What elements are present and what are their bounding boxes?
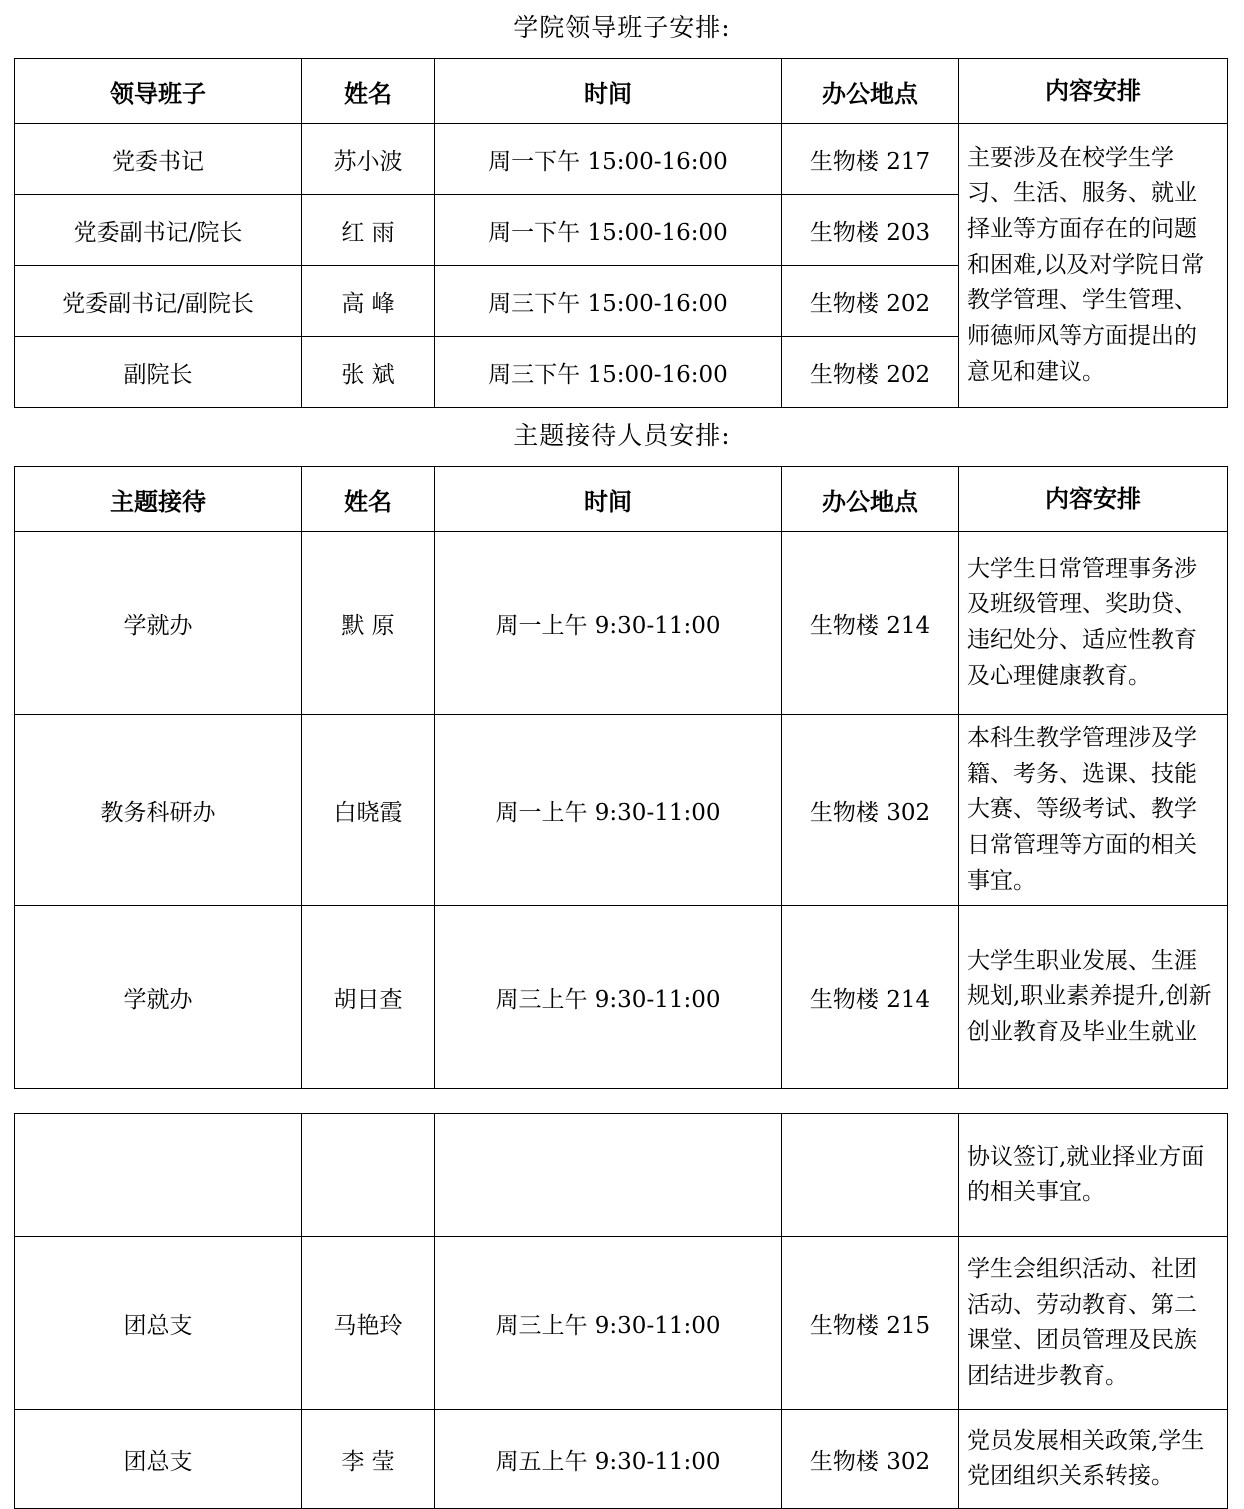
cell-office: 团总支: [15, 1237, 302, 1410]
cell-place: 生物楼 302: [782, 1410, 959, 1509]
cell-office: [15, 1114, 302, 1237]
cell-content: 本科生教学管理涉及学籍、考务、选课、技能大赛、等级考试、教学日常管理等方面的相关事宜。: [959, 715, 1228, 906]
table-row: [15, 1114, 1228, 1237]
header-reception-name: 姓名: [302, 467, 435, 532]
cell-place: 生物楼 214: [782, 906, 959, 1089]
cell-place: 生物楼 202: [782, 337, 959, 408]
cell-role: 党委副书记/院长: [15, 195, 302, 266]
cell-place: 生物楼 202: [782, 266, 959, 337]
cell-time: 周一上午 9:30-11:00: [435, 715, 782, 906]
cell-name: 红 雨: [302, 195, 435, 266]
header-reception-place: 办公地点: [782, 467, 959, 532]
table-gap: [14, 1089, 1230, 1113]
header-leadership-name: 姓名: [302, 59, 435, 124]
cell-time: 周三上午 9:30-11:00: [435, 906, 782, 1089]
reception-section-title: 主题接待人员安排:: [513, 421, 731, 450]
cell-content: 大学生日常管理事务涉及班级管理、奖助贷、违纪处分、适应性教育及心理健康教育。: [959, 532, 1228, 715]
header-leadership-role: 领导班子: [15, 59, 302, 124]
table-row: [15, 715, 1228, 906]
cell-office: 团总支: [15, 1410, 302, 1509]
header-leadership-content: 内容安排: [959, 59, 1228, 124]
reception-table: [14, 466, 1228, 1089]
cell-time: 周三下午 15:00-16:00: [435, 337, 782, 408]
table-header-row: [15, 467, 1228, 532]
cell-role: 党委副书记/副院长: [15, 266, 302, 337]
cell-name: 李 莹: [302, 1410, 435, 1509]
cell-office: 学就办: [15, 532, 302, 715]
cell-place: 生物楼 302: [782, 715, 959, 906]
cell-time: 周一下午 15:00-16:00: [435, 195, 782, 266]
cell-content: 大学生职业发展、生涯规划,职业素养提升,创新创业教育及毕业生就业: [959, 906, 1228, 1089]
cell-time: 周三下午 15:00-16:00: [435, 266, 782, 337]
cell-office: 教务科研办: [15, 715, 302, 906]
cell-content: 党员发展相关政策,学生党团组织关系转接。: [959, 1410, 1228, 1509]
cell-role: 副院长: [15, 337, 302, 408]
cell-name: 苏小波: [302, 124, 435, 195]
cell-name: 高 峰: [302, 266, 435, 337]
cell-time: 周三上午 9:30-11:00: [435, 1237, 782, 1410]
table-row: [15, 1410, 1228, 1509]
table-row: [15, 1237, 1228, 1410]
cell-place: 生物楼 215: [782, 1237, 959, 1410]
cell-leadership-content: 主要涉及在校学生学习、生活、服务、就业择业等方面存在的问题和困难,以及对学院日常教学管理、学生管理、师德师风等方面提出的意见和建议。: [959, 124, 1228, 408]
cell-name: 胡日查: [302, 906, 435, 1089]
cell-place: 生物楼 214: [782, 532, 959, 715]
reception-table-continued: [14, 1113, 1228, 1509]
cell-time: 周五上午 9:30-11:00: [435, 1410, 782, 1509]
cell-time: [435, 1114, 782, 1237]
header-leadership-place: 办公地点: [782, 59, 959, 124]
table-row: [15, 124, 1228, 195]
cell-name: 马艳玲: [302, 1237, 435, 1410]
table-row: [15, 532, 1228, 715]
header-leadership-time: 时间: [435, 59, 782, 124]
cell-office: 学就办: [15, 906, 302, 1089]
cell-role: 党委书记: [15, 124, 302, 195]
table-row: [15, 906, 1228, 1089]
header-reception-time: 时间: [435, 467, 782, 532]
table-header-row: [15, 59, 1228, 124]
cell-name: 白晓霞: [302, 715, 435, 906]
cell-content: 学生会组织活动、社团活动、劳动教育、第二课堂、团员管理及民族团结进步教育。: [959, 1237, 1228, 1410]
cell-place: [782, 1114, 959, 1237]
cell-name: [302, 1114, 435, 1237]
leadership-table: [14, 58, 1228, 408]
leadership-section-title: 学院领导班子安排:: [513, 13, 731, 42]
cell-time: 周一下午 15:00-16:00: [435, 124, 782, 195]
header-reception-content: 内容安排: [959, 467, 1228, 532]
cell-name: 默 原: [302, 532, 435, 715]
cell-name: 张 斌: [302, 337, 435, 408]
cell-place: 生物楼 203: [782, 195, 959, 266]
cell-place: 生物楼 217: [782, 124, 959, 195]
cell-time: 周一上午 9:30-11:00: [435, 532, 782, 715]
header-reception-office: 主题接待: [15, 467, 302, 532]
cell-content: 协议签订,就业择业方面的相关事宜。: [959, 1114, 1228, 1237]
